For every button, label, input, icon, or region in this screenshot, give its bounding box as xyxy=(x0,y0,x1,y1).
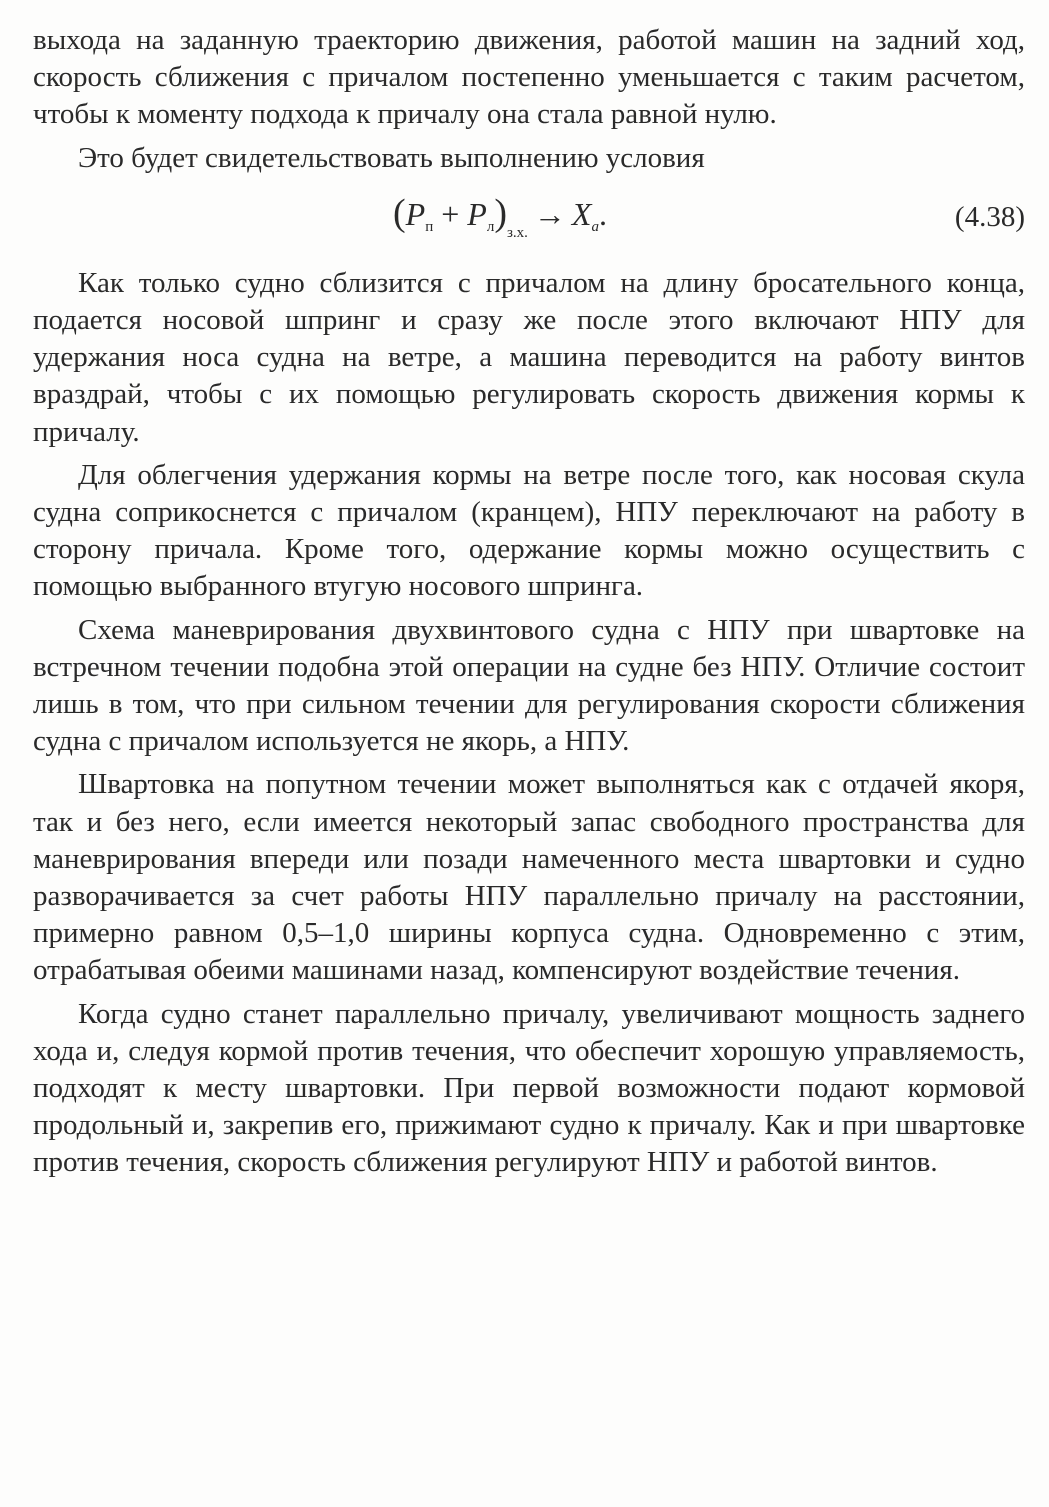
formula-term-p2: P xyxy=(467,195,487,232)
equation-number: (4.38) xyxy=(954,200,1025,233)
formula xyxy=(393,191,607,252)
paragraph-final-approach: Когда судно станет параллельно причалу, увеличивают мощность заднего хода и, следуя кормой против течения, что обеспечит хорошую управляемость, подходят к месту швартовки. При первой возможности подают кормовой продольный и, закрепив его, прижимают судно к причалу. Как и при швартовке против течения, скорость сближения регулируют НПУ и работой винтов. xyxy=(33,997,1025,1179)
text-body xyxy=(33,22,1025,1182)
formula-close-paren: ) xyxy=(494,191,507,234)
formula-target-subscript: a xyxy=(591,218,599,235)
formula-term-p: P xyxy=(405,195,426,232)
formula-open-paren: ( xyxy=(393,191,406,234)
formula-term-p2-subscript: л xyxy=(486,218,495,235)
paragraph-continuation: выхода на заданную траекторию движения, работой машин на задний ход, скорость сближения с причалом постепенно уменьшается с таким расчетом, чтобы к моменту подхода к причалу она стала равной нулю. xyxy=(33,24,1025,131)
formula-target-x: X xyxy=(571,195,592,232)
formula-end-dot: . xyxy=(598,195,607,232)
paragraph-oncoming-current: Схема маневрирования двухвинтового судна с НПУ при швартовке на встречном течении подобна этой операции на судне без НПУ. Отличие состоит лишь в том, что при сильном течении для регулирования скорости сближения судна с причалом используется не якорь, а НПУ. xyxy=(33,613,1025,758)
formula-group-subscript: з.х. xyxy=(506,224,528,241)
paragraph-condition-intro: Это будет свидетельствовать выполнению условия xyxy=(78,141,705,174)
formula-arrow: → xyxy=(533,195,566,232)
paragraph-stern-holding: Для облегчения удержания кормы на ветре после того, как носовая скула судна соприкоснется с причалом (кранцем), НПУ переключают на работу в сторону причала. Кроме того, одержание кормы можно осуществить с помощью выбранного втугую носового шпринга. xyxy=(33,458,1025,603)
paragraph-approach: Как только судно сблизится с причалом на длину бросательного конца, подается носовой шпринг и сразу же после этого включают НПУ для удержания носа судна на ветре, а машина переводится на работу винтов враздрай, чтобы с их помощью регулировать скорость движения кормы к причалу. xyxy=(33,266,1025,448)
formula-plus: + xyxy=(441,195,460,232)
paragraph-following-current: Швартовка на попутном течении может выполняться как с отдачей якоря, так и без него, если имеется некоторый запас свободного пространства для маневрирования впереди или позади намеченного места швартовки и судно разворачивается за счет работы НПУ параллельно причалу на расстоянии, примерно равном 0,5–1,0 ширины корпуса судна. Одновременно с этим, отрабатывая обеими машинами назад, компенсируют воздействие течения. xyxy=(33,768,1025,987)
formula-term-p-subscript: п xyxy=(425,218,434,235)
equation-4-38 xyxy=(33,183,1025,255)
